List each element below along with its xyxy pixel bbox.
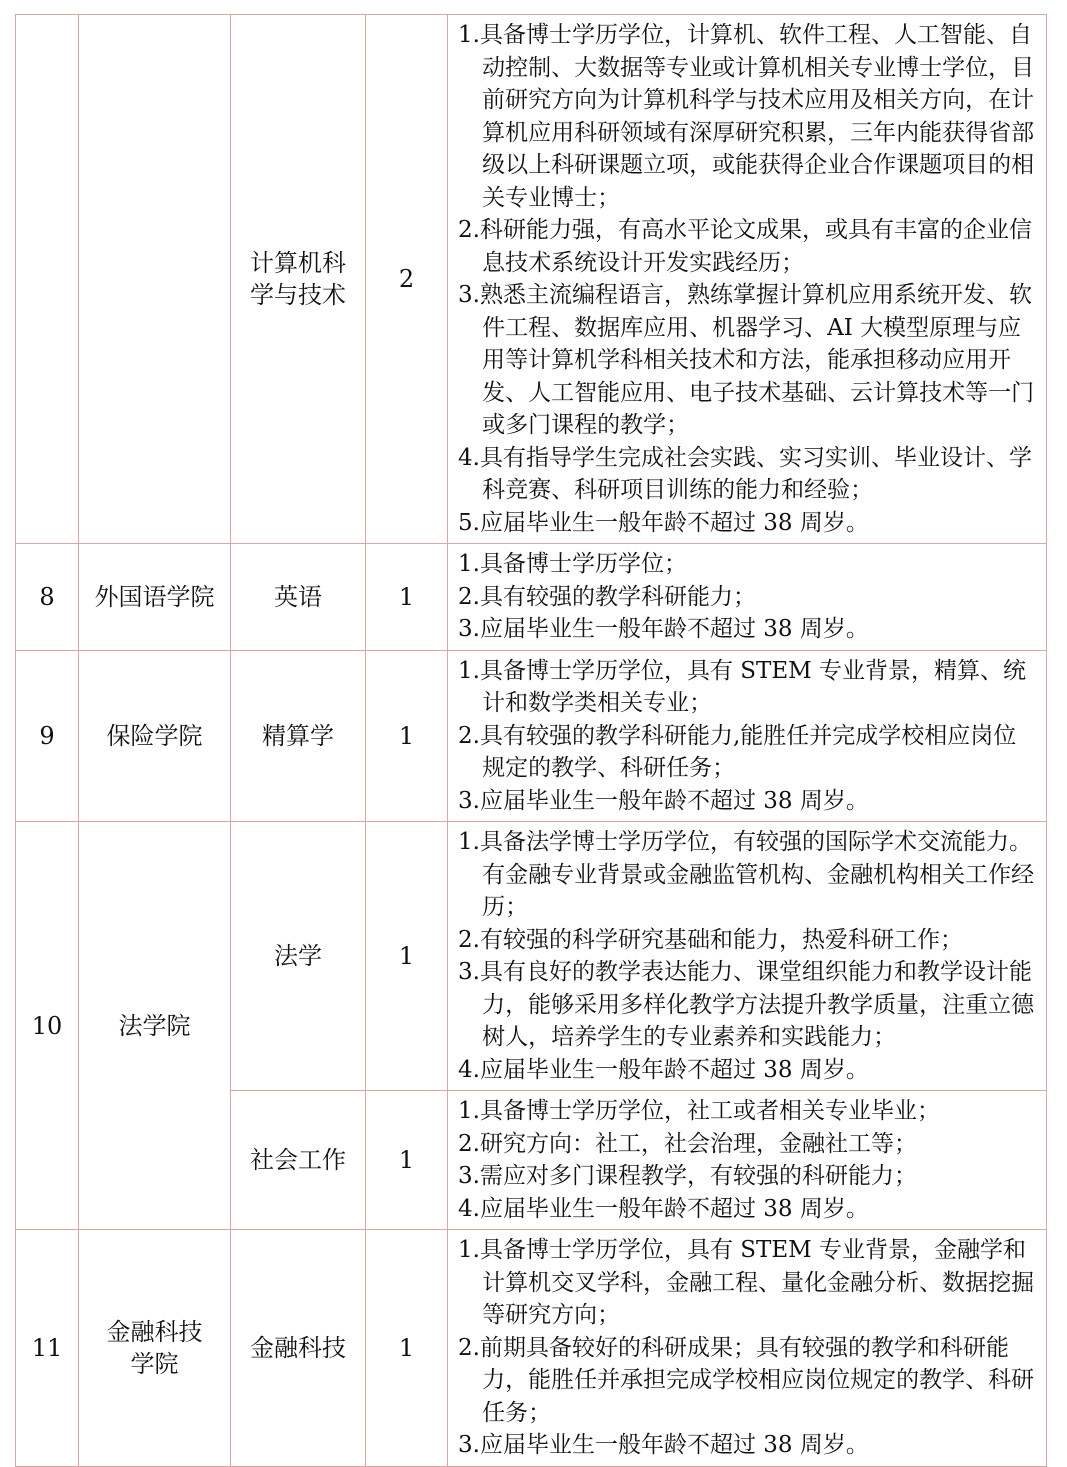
table-row [16,15,1047,544]
requirements-cell [448,1091,1047,1230]
index-cell: 9 [16,650,79,822]
major-cell: 金融科技 [231,1230,366,1467]
college-cell: 法学院 [79,822,231,1230]
major-cell: 英语 [231,544,366,651]
college-cell: 金融科技 学院 [79,1230,231,1467]
major-cell: 社会工作 [231,1091,366,1230]
table-row [16,822,1047,1091]
requirement-item: 3.应届毕业生一般年龄不超过 38 周岁。 [458,1432,869,1458]
requirement-item: 4.应届毕业生一般年龄不超过 38 周岁。 [458,1195,869,1222]
requirement-item: 3.需应对多门课程教学，有较强的科研能力； [458,1163,917,1189]
requirement-item: 2.前期具备较好的科研成果；具有较强的教学和科研能力，能胜任并承担完成学校相应岗位规定的教学、科研任务； [458,1334,1035,1426]
requirement-item: 2.有较强的科学研究基础和能力，热爱科研工作； [458,926,963,953]
requirements-cell [448,544,1047,651]
requirement-item: 2.具有较强的教学科研能力,能胜任并完成学校相应岗位规定的教学、科研任务； [458,722,1017,781]
table-row [16,1230,1047,1467]
requirement-item: 2.具有较强的教学科研能力； [458,583,756,610]
recruitment-table [15,14,1047,1467]
requirement-item: 1.具备博士学历学位，具有 STEM 专业背景，金融学和计算机交叉学科，金融工程、量化金融分析、数据挖掘等研究方向； [458,1237,1035,1328]
index-cell: 10 [16,822,79,1230]
major-cell: 法学 [231,822,366,1091]
major-cell: 计算机科 学与技术 [231,15,366,544]
table-row [16,544,1047,651]
requirements-cell [448,1230,1047,1467]
college-cell: 保险学院 [79,650,231,822]
index-cell [16,15,79,544]
requirements-cell [448,650,1047,822]
requirements-cell [448,822,1047,1091]
major-cell: 精算学 [231,650,366,822]
count-cell: 1 [366,1230,448,1467]
college-cell: 外国语学院 [79,544,231,651]
table-row [16,650,1047,822]
requirement-item: 3.应届毕业生一般年龄不超过 38 周岁。 [458,616,869,642]
requirement-item: 1.具备法学博士学历学位，有较强的国际学术交流能力。有金融专业背景或金融监管机构、金融机构相关工作经历； [458,829,1035,920]
requirement-item: 3.熟悉主流编程语言，熟练掌握计算机应用系统开发、软件工程、数据库应用、机器学习、AI 大模型原理与应用等计算机学科相关技术和方法，能承担移动应用开发、人工智能应用、电子技术基础、云计算技术等一门或多门课程的教学； [458,282,1035,438]
count-cell: 1 [366,544,448,651]
count-cell: 1 [366,822,448,1091]
index-cell: 8 [16,544,79,651]
count-cell: 1 [366,1091,448,1230]
college-cell [79,15,231,544]
requirement-item: 4.具有指导学生完成社会实践、实习实训、毕业设计、学科竞赛、科研项目训练的能力和经验； [458,444,1032,503]
requirement-item: 4.应届毕业生一般年龄不超过 38 周岁。 [458,1056,869,1083]
requirement-item: 1.具备博士学历学位，社工或者相关专业毕业； [458,1098,940,1124]
requirements-cell [448,15,1047,544]
requirement-item: 1.具备博士学历学位，具有 STEM 专业背景，精算、统计和数学类相关专业； [458,657,1027,716]
count-cell: 1 [366,650,448,822]
requirement-item: 3.具有良好的教学表达能力、课堂组织能力和教学设计能力，能够采用多样化教学方法提升教学质量，注重立德树人，培养学生的专业素养和实践能力； [458,959,1035,1050]
requirement-item: 1.具备博士学历学位，计算机、软件工程、人工智能、自动控制、大数据等专业或计算机相关专业博士学位，目前研究方向为计算机科学与技术应用及相关方向，在计算机应用科研领域有深厚研究积累，三年内能获得省部级以上科研课题立项，或能获得企业合作课题项目的相关专业博士； [458,22,1035,211]
count-cell: 2 [366,15,448,544]
requirement-item: 2.科研能力强，有高水平论文成果，或具有丰富的企业信息技术系统设计开发实践经历； [458,217,1032,276]
requirement-item: 2.研究方向：社工，社会治理，金融社工等； [458,1130,917,1157]
requirement-item: 3.应届毕业生一般年龄不超过 38 周岁。 [458,787,869,814]
requirement-item: 5.应届毕业生一般年龄不超过 38 周岁。 [458,509,869,536]
index-cell: 11 [16,1230,79,1467]
requirement-item: 1.具备博士学历学位； [458,551,687,577]
